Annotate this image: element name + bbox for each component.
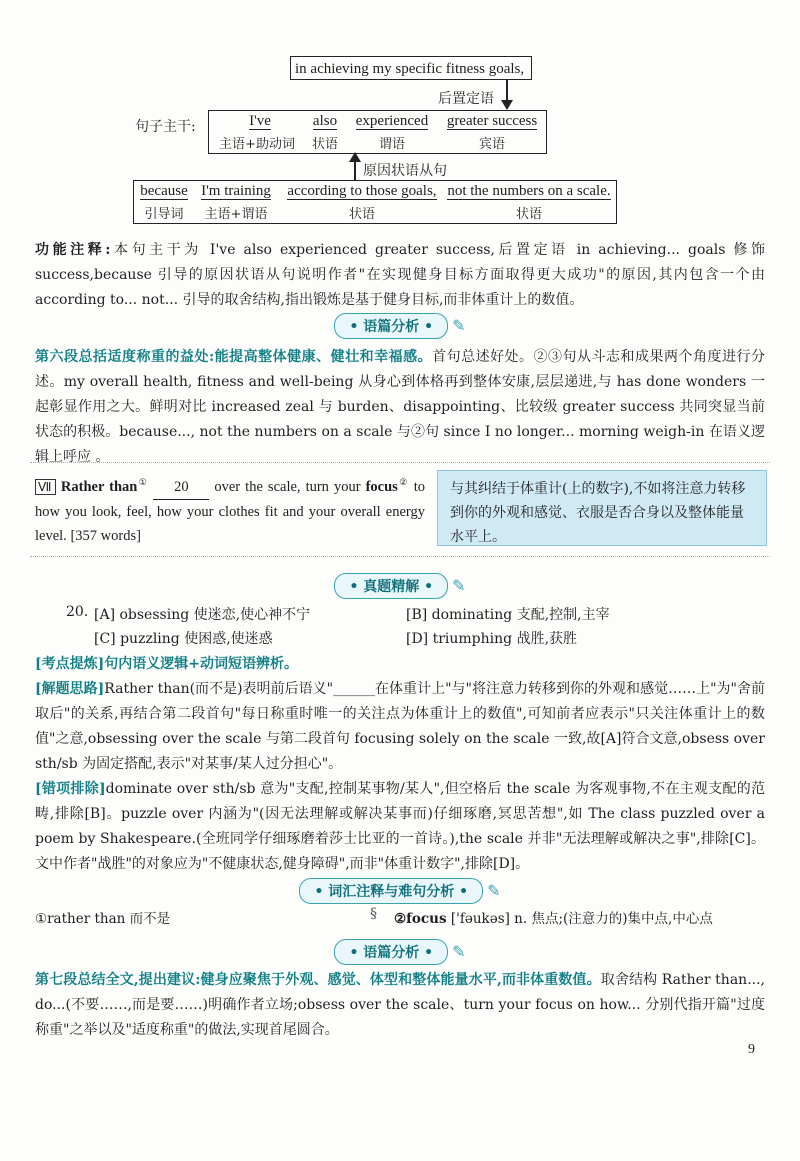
passage-rather-than: Rather than [60,478,138,495]
clause-role-conj: 引导词 [144,207,184,222]
reason-label: 原因状语从句 [363,163,447,179]
discourse-1-text: 首句总述好处。②③句从斗志和成果两个角度进行分述。my overall health, fitness and well-being 从身心到体格再到整体安康,层层递进,与 has done wonders 一起彰显作用之大。鲜明对比 increased zeal 与 burden、disappointing、比较级 greater success 共同突显当前状态的积极。because..., not the numbers on a scale 与②句 since I no longer... morning weigh-in 在语义逻辑上呼应 。 [35,349,766,465]
main-role-predicate: 谓语 [378,137,405,152]
section-title-vocab: • 词汇注释与难句分析 • ✎ [0,878,800,904]
reason-clause-box [133,180,617,224]
question-number: 20. [66,604,89,620]
clause-role-adv1: 状语 [348,207,375,222]
discourse-1-lead: 第六段总括适度称重的益处:能提高整体健康、健壮和幸福感。 [35,349,433,365]
main-label: 句子主干: [135,119,196,135]
pen-icon: ✎ [452,316,466,335]
main-role-subject: 主语+助动词 [219,137,295,152]
option-a: [A] obsessing 使迷恋,使心神不宁 [94,607,311,623]
discourse-analysis-1 [35,345,765,470]
section-title-discourse-1: • 语篇分析 • ✎ [0,313,800,339]
pen-icon: ✎ [487,881,501,900]
option-c: [C] puzzling 使困惑,使迷惑 [94,631,273,647]
vocab-focus: ②focus ['fəukəs] n. 焦点;(注意力的)集中点,中心点 [394,911,713,927]
clause-word-because: because [140,183,188,199]
clause-role-subj-pred: 主语+谓语 [204,207,268,222]
main-clause-box [208,110,547,154]
passage-paragraph: Ⅶ Rather than① 20 over the scale, turn your focus② to how you look, feel, how your clothes fit and your overall energy level. [357 words] [35,470,425,548]
clause-word-according: according to those goals, [287,183,437,199]
discourse-2-text: 取舍结构 Rather than..., do...(不要……,而是要……)明确作者立场;obsess over the scale、turn your focus on how... 分别代指开篇"过度称重"之举以及"适度称重"的做法,实现首尾圆合。 [35,972,765,1038]
discourse-analysis-2 [35,968,765,1043]
passage-focus: focus [365,478,398,495]
option-d: [D] triumphing 战胜,获胜 [406,631,578,647]
translation-box: 与其纠结于体重计(上的数字),不如将注意力转移到你的外观和感觉、衣服是否合身以及整体能量水平上。 [437,470,767,546]
main-role-adverbial: 状语 [311,137,338,152]
function-note [35,238,765,313]
page-number: 9 [748,1042,755,1057]
post-modifier-box: in achieving my specific fitness goals, [290,56,532,80]
option-b: [B] dominating 支配,控制,主宰 [406,607,610,623]
pen-icon: ✎ [452,576,466,595]
pen-icon: ✎ [452,942,466,961]
main-word-ive: I've [249,113,271,129]
main-role-object: 宾语 [478,137,505,152]
arrow-up-line [354,160,356,180]
function-note-label: 功能注释: [35,242,111,258]
cuoxiang: [错项排除]dominate over sth/sb 意为"支配,控制某事物/某人",但空格后 the scale 为客观事物,不在主观支配的范畴,排除[B]。puzzle over 内涵为"(因无法理解或解决某事而)仔细琢磨,冥思苦想",如 The class puzzled over a poem by Shakespeare.(全班同学仔细琢磨着莎士比亚的一首诗。),the scale 并非"无法理解或解决之事",排除[C]。文中作者"战胜"的对象应为"不健康状态,健身障碍",而非"体重计数字",排除[D]。 [35,781,766,872]
clause-word-im-training: I'm training [201,183,271,199]
jieti: [解题思路]Rather than(而不是)表明前后语义"______在体重计上"与"将注意力转移到你的外观和感觉……上"为"舍前取后"的关系,再结合第二段首句"每日称重时唯一的关注点为体重计上的数值",可知前者应表示"只关注体重计上的数值"之意,obsessing over the scale 与第二段首句 focusing solely on the scale 一致,故[A]符合文意,obsess over sth/sb 为固定搭配,表示"对某事/某人过分担心"。 [35,681,766,772]
arrow-down-line [506,80,508,102]
kaodian: [考点提炼]句内语义逻辑+动词短语辨析。 [35,656,298,672]
word-count: [357 words] [70,527,141,544]
section-title-exam: • 真题精解 • ✎ [0,573,800,599]
discourse-2-lead: 第七段总结全文,提出建议:健身应聚焦于外观、感觉、体型和整体能量水平,而非体重数值。 [35,972,601,988]
divider-top [30,462,770,463]
main-word-experienced: experienced [355,113,429,129]
vocab-rather-than: ①rather than 而不是 [35,911,171,927]
function-note-text: 本句主干为 I've also experienced greater success,后置定语 in achieving... goals 修饰 success,because 引导的原因状语从句说明作者"在实现健身目标方面取得更大成功"的原因,其内包含一个由 according to... not... 引导的取舍结构,指出锻炼是基于健身目标,而非体重计上的数值。 [35,242,765,308]
vocab-separator-icon: § [370,906,377,922]
section-title-discourse-2: • 语篇分析 • ✎ [0,939,800,965]
clause-role-adv2: 状语 [515,207,542,222]
divider-bottom [30,556,770,557]
clause-word-not-numbers: not the numbers on a scale. [447,183,611,199]
blank-20: 20 [153,475,209,500]
main-word-greater-success: greater success [446,113,538,129]
main-word-also: also [312,113,338,129]
houzhi-label: 后置定语 [438,91,494,107]
arrow-down-head [501,100,513,110]
paragraph-number: Ⅶ [35,479,56,495]
